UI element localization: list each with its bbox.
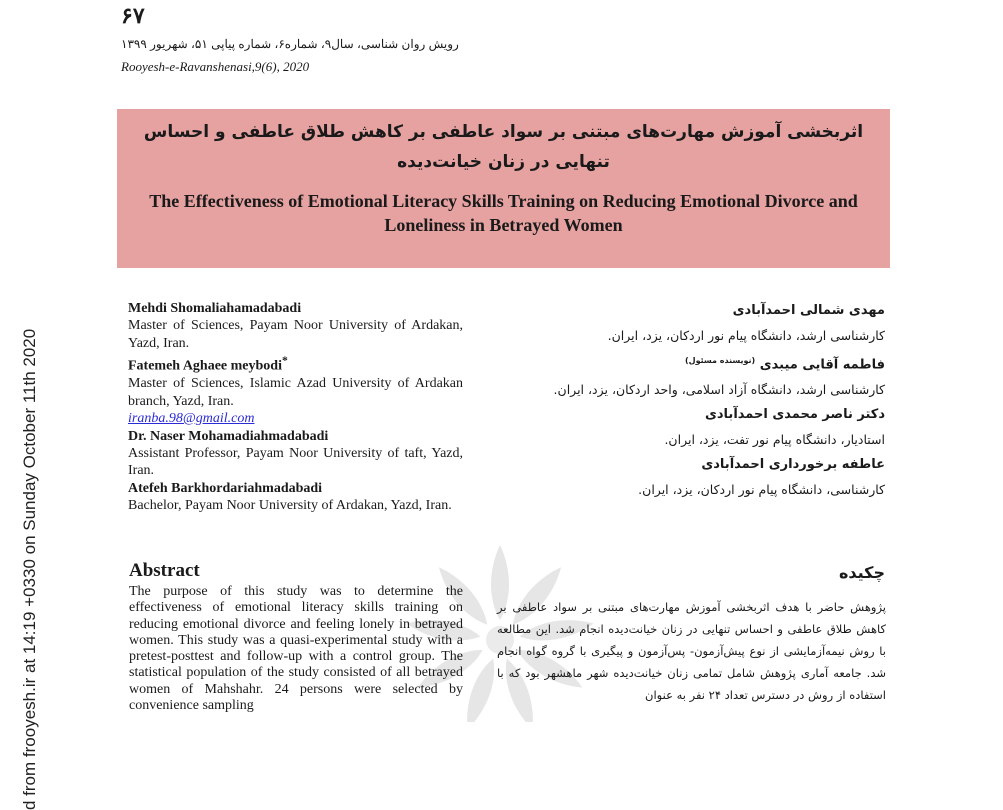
author-affiliation: Assistant Professor, Payam Noor University of taft, Yazd, Iran. <box>128 445 463 479</box>
corresponding-mark-fa: (نویسنده مسئول) <box>685 356 756 365</box>
author-name-fa: مهدی شمالی احمدآبادی <box>732 303 885 318</box>
author-affiliation-fa: کارشناسی ارشد، دانشگاه پیام نور اردکان، یزد، ایران. <box>607 328 885 343</box>
author-block <box>128 428 463 480</box>
author-affiliation: Bachelor, Payam Noor University of Ardakan, Yazd, Iran. <box>128 498 452 514</box>
corresponding-mark: * <box>281 354 288 368</box>
author-name: Atefeh Barkhordariahmadabadi <box>128 480 323 496</box>
abstract-text-fa: پژوهش حاضر با هدف اثربخشی آموزش مهارت‌های مبتنی بر سواد عاطفی بر کاهش طلاق عاطفی و احساس تنهایی در زنان خیانت‌دیده انجام شد. این مطالعه با روش نیمه‌آزمایشی از نوع پیش‌آزمون- پس‌آزمون و پیگیری با گروه گواه انجام شد. جامعه آماری پژوهش شامل تمامی زنان خیانت‌دیده شهر ماهشهر بود که با استفاده از روش در دسترس تعداد ۲۴ نفر به عنوان <box>497 600 886 702</box>
author-affiliation-fa: استادیار، دانشگاه پیام نور تفت، یزد، ایران. <box>664 432 885 448</box>
author-block <box>128 300 463 352</box>
author-block <box>128 480 463 515</box>
abstract-text: The purpose of this study was to determine the effectiveness of emotional literacy skills training on reducing emotional divorce and feeling lonely in betrayed women. This study was a quasi-experimental study with a pretest-posttest and follow-up with a control group. The statistical population of the study consisted of all betrayed women of Mahshahr. 24 persons were selected by convenience sampling <box>129 584 463 714</box>
page-number: ۶۷ <box>121 3 145 28</box>
title-persian: اثربخشی آموزش مهارت‌های مبتنی بر سواد عاطفی بر کاهش طلاق عاطفی و احساس تنهایی در زنان خیانت‌دیده <box>143 122 864 172</box>
journal-citation-en: Rooyesh-e-Ravanshenasi,9(6), 2020 <box>121 59 310 74</box>
author-name: Mehdi Shomaliahamadabadi <box>128 301 302 316</box>
author-name: Fatemeh Aghaee meybodi* <box>128 354 288 374</box>
title-box <box>117 109 890 268</box>
abstract-heading: Abstract <box>129 560 200 581</box>
author-name-fa: فاطمه آقایی میبدی $^{(نویسنده مسئول)}$ <box>685 356 885 373</box>
author-affiliation-fa: کارشناسی، دانشگاه پیام نور اردکان، یزد، ایران. <box>638 482 885 498</box>
author-name: Dr. Naser Mohamadiahmadabadi <box>128 428 329 444</box>
author-affiliation-fa: کارشناسی ارشد، دانشگاه آزاد اسلامی، واحد اردکان، یزد، ایران. <box>553 382 885 398</box>
author-block <box>128 352 463 427</box>
author-name-fa: دکتر ناصر محمدی احمدآبادی <box>704 407 885 423</box>
author-affiliation: Master of Sciences, Payam Noor University of Ardakan, Yazd, Iran. <box>128 318 463 351</box>
title-english: The Effectiveness of Emotional Literacy Skills Training on Reducing Emotional Divorce and Loneliness in Betrayed Women <box>149 191 858 235</box>
authors-english <box>128 300 463 515</box>
journal-citation-fa: رویش روان شناسی، سال۹، شماره۶، شماره پیاپی ۵۱، شهریور ۱۳۹۹ <box>121 37 459 51</box>
authors-persian <box>540 298 885 502</box>
author-affiliation: Master of Sciences, Islamic Azad University of Ardakan branch, Yazd, Iran. <box>128 376 463 409</box>
author-name-fa: عاطفه برخورداری احمدآبادی <box>701 457 885 473</box>
download-watermark-text: d from frooyesh.ir at 14:19 +0330 on Sunday October 11th 2020 <box>20 328 39 810</box>
abstract-heading-fa: چکیده <box>838 563 885 582</box>
author-email-link[interactable]: iranba.98@gmail.com <box>128 411 255 427</box>
